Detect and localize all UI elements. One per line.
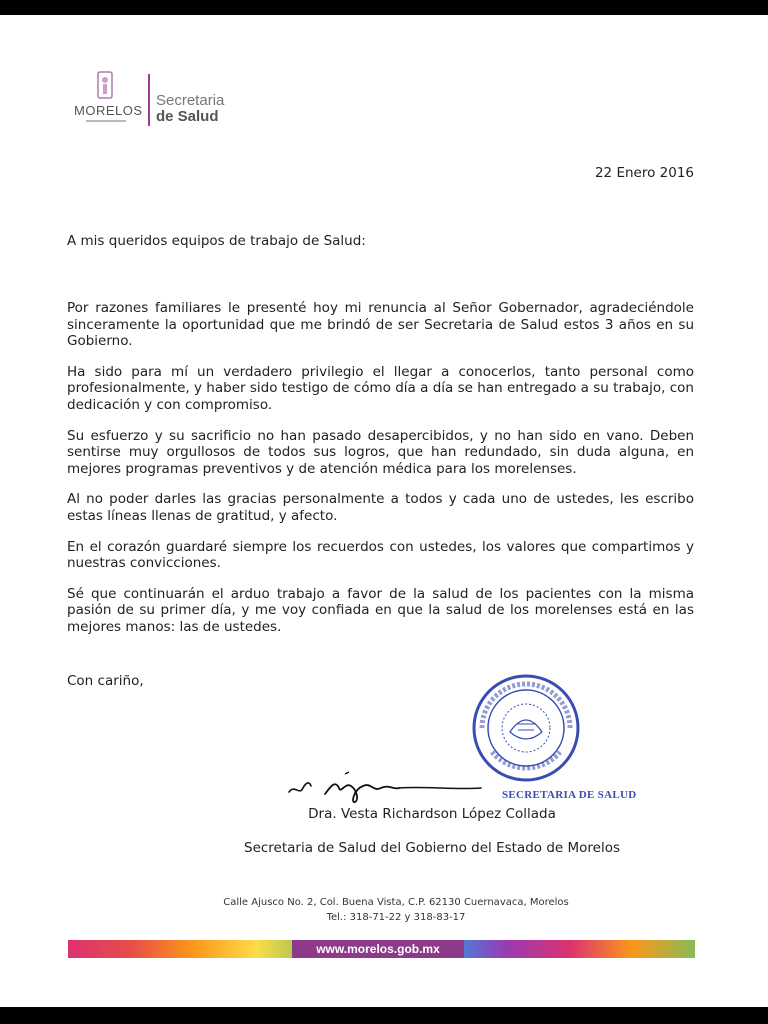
paragraph: Al no poder darles las gracias personalmente a todos y cada uno de ustedes, les escribo estas líneas llenas de gratitud, y afecto. [67,491,694,524]
department-line-1: Secretaria [156,92,225,109]
paragraph: Por razones familiares le presenté hoy mi renuncia al Señor Gobernador, agradeciéndole sinceramente la oportunidad que me brindó de ser Secretaria de Salud estos 3 años en su Gobierno. [67,300,694,350]
brand-underline [86,120,126,122]
scan-top-border [0,0,768,15]
paragraph: En el corazón guardaré siempre los recuerdos con ustedes, los valores que compartimos y nuestras convicciones. [67,538,694,572]
scan-bottom-border [0,1007,768,1024]
footer-address [0,895,768,925]
letter-body [67,300,694,650]
phone-line: Tel.: 318-71-22 y 318-83-17 [326,912,466,923]
website-link[interactable]: www.morelos.gob.mx [316,942,440,956]
official-seal-icon [470,672,582,784]
letter-date: 22 Enero 2016 [594,165,694,181]
paragraph: Ha sido para mí un verdadero privilegio el llegar a conocerlos, tanto personal como profesionalmente, y haber sido testigo de cómo día a día se han entregado a su trabajo, con dedicación y con compromiso. [67,363,694,413]
paragraph: Sé que continuarán el arduo trabajo a favor de la salud de los pacientes con la misma pasión de su primer día, y me voy confiada en que la salud de los morelenses está en las mejores manos: las de ustedes. [67,585,694,635]
brand-name: MORELOS [74,103,143,118]
salutation: A mis queridos equipos de trabajo de Salud: [67,233,366,249]
morelos-emblem-icon [94,70,116,102]
paragraph: Su esfuerzo y su sacrificio no han pasado desapercibidos, y no han sido en vano. Deben sentirse muy orgullosos de todos sus logros, que han redundado, sin duda alguna, en mejores programas preventivos y de atención médica para los morelenses. [67,427,694,477]
handwritten-signature-icon [285,766,485,806]
closing: Con cariño, [67,673,144,689]
letterhead [72,70,272,130]
header-divider [148,74,150,126]
signer-name: Dra. Vesta Richardson López Collada [308,806,556,822]
department-line-2: de Salud [156,108,219,125]
seal-label: SECRETARIA DE SALUD [502,789,637,801]
address-line: Calle Ajusco No. 2, Col. Buena Vista, C.P. 62130 Cuernavaca, Morelos [223,897,569,908]
signer-title: Secretaria de Salud del Gobierno del Estado de Morelos [244,840,620,856]
